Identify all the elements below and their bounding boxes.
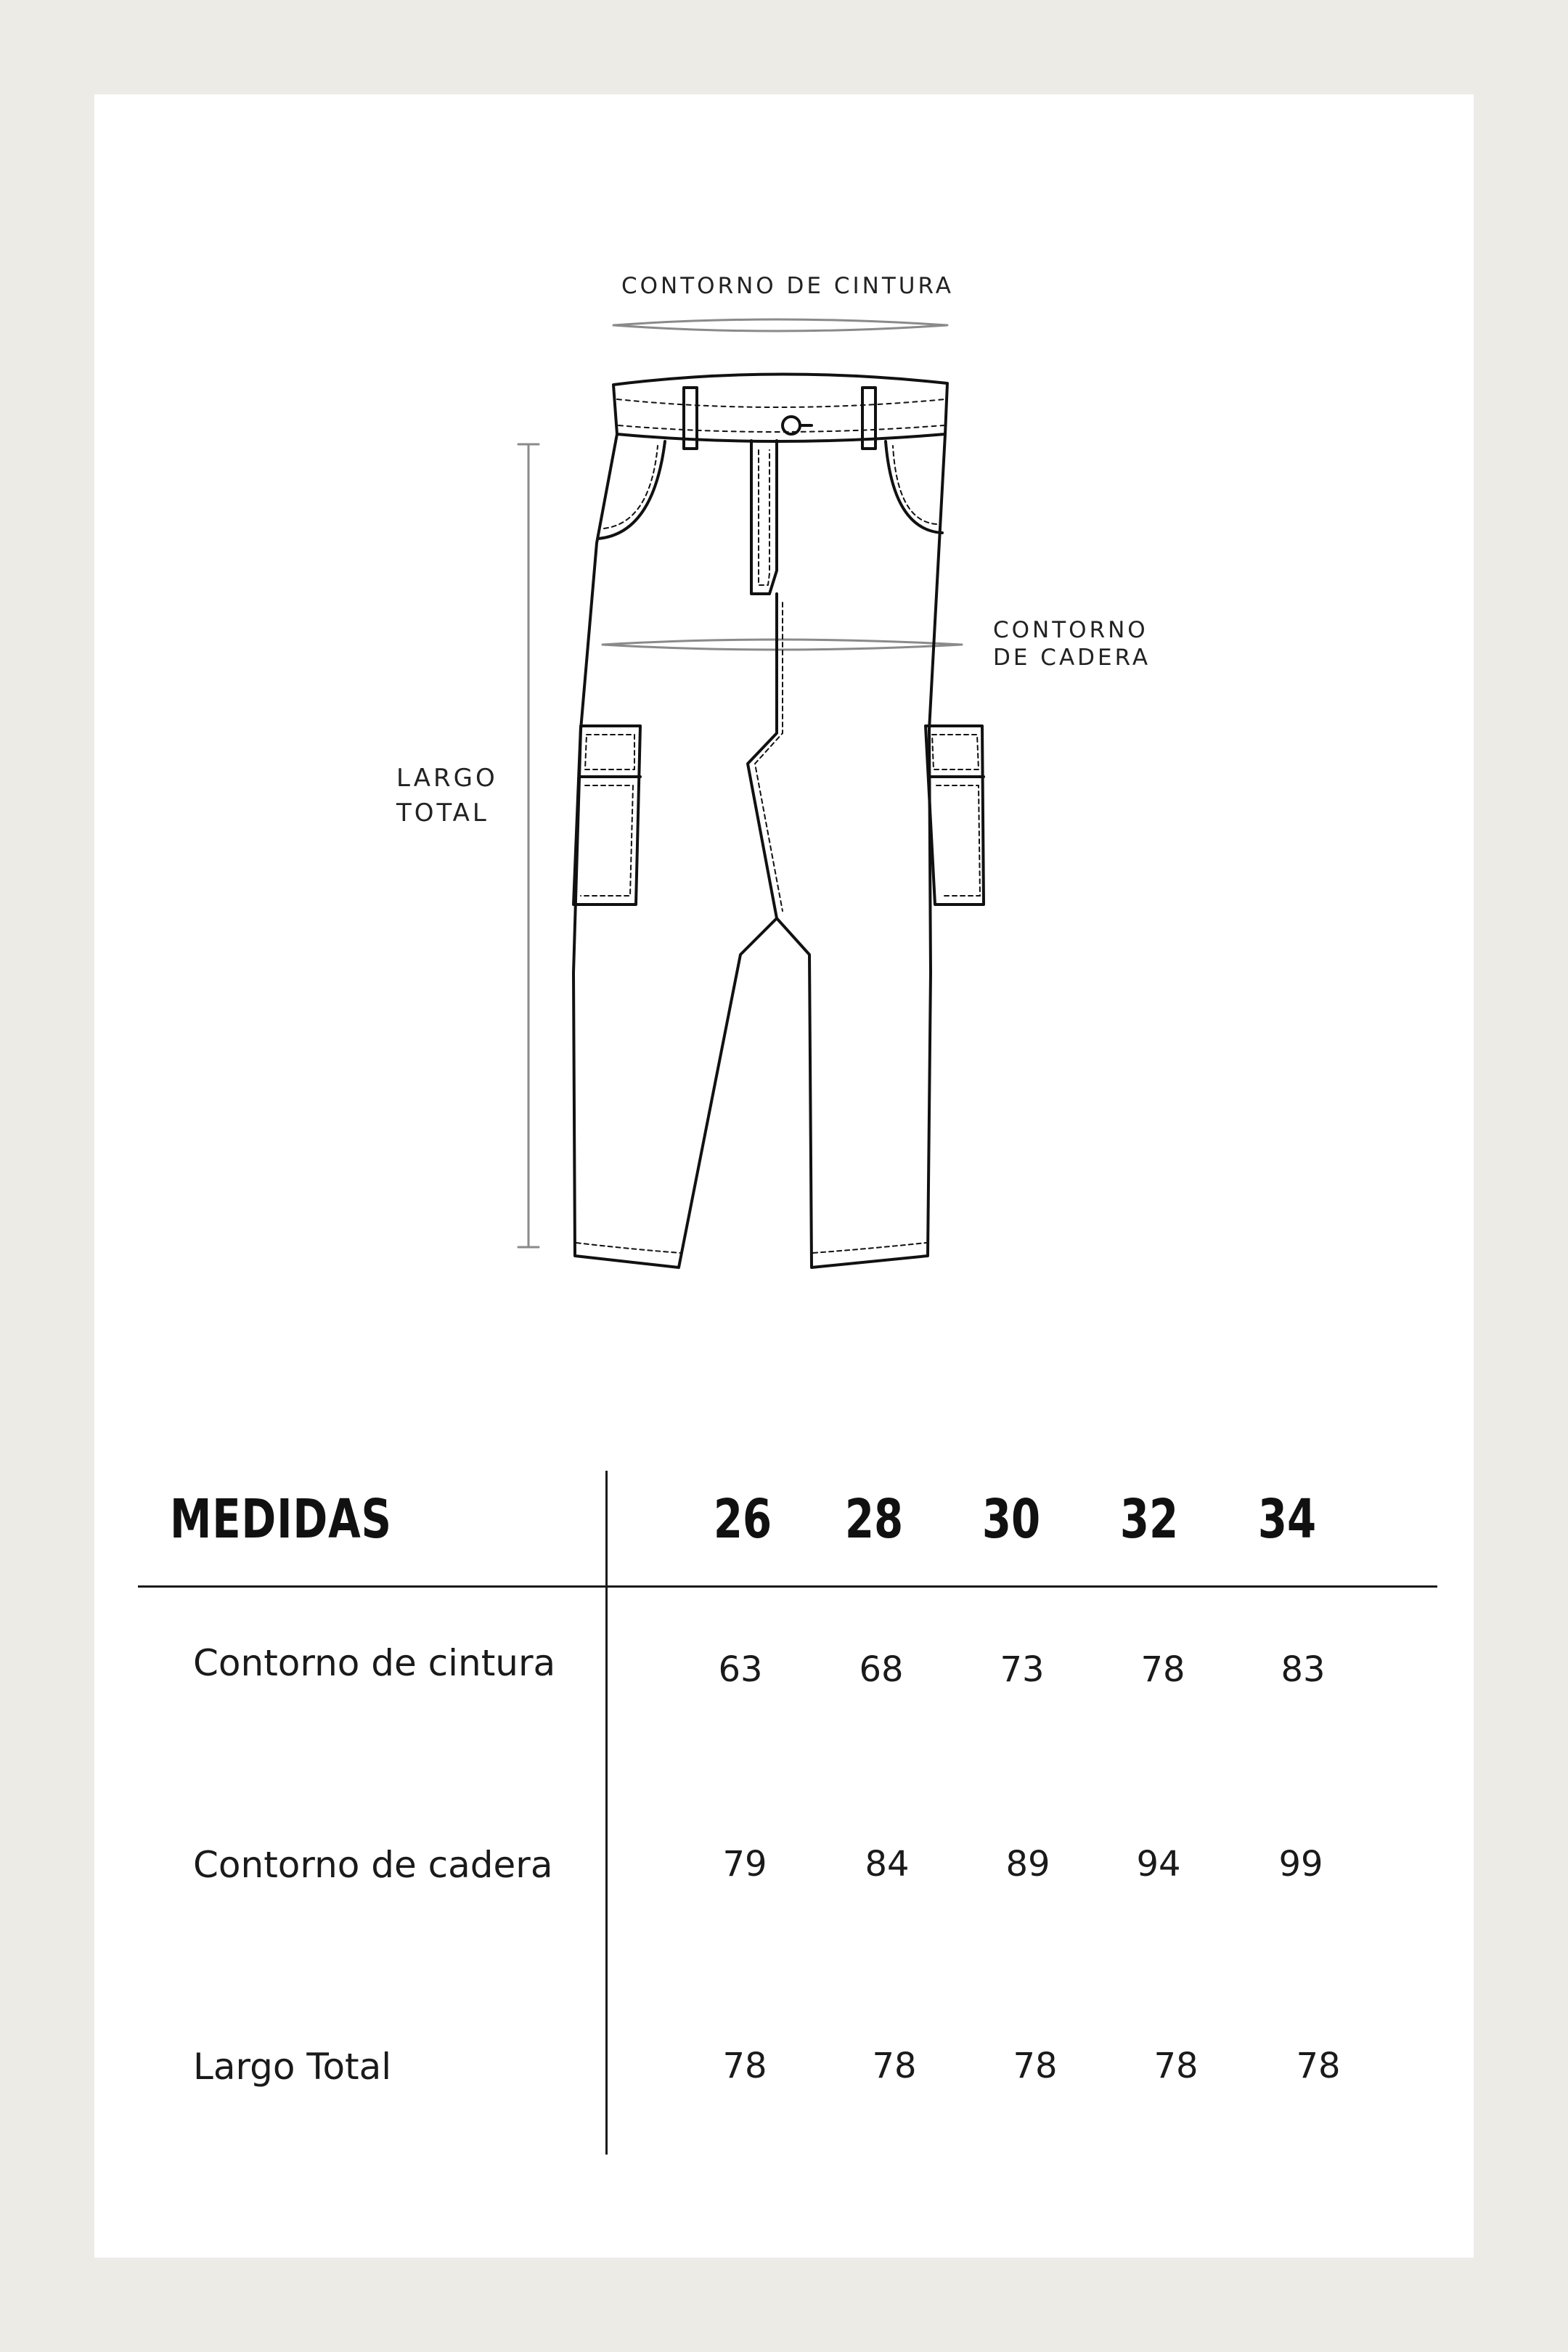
length-measure-label-line1: LARGO: [396, 764, 498, 793]
size-header-28: 28: [844, 1488, 904, 1551]
table-cell: 99: [1278, 1844, 1323, 1885]
table-header-divider: [138, 1585, 1437, 1588]
table-vertical-divider: [605, 1471, 608, 2155]
row-label-waist: Contorno de cintura: [193, 1642, 556, 1684]
table-cell: 63: [718, 1649, 763, 1690]
table-cell: 73: [1000, 1649, 1045, 1690]
table-cell: 84: [865, 1844, 910, 1885]
table-cell: 78: [1140, 1649, 1185, 1690]
table-cell: 78: [872, 2046, 917, 2086]
table-cell: 89: [1005, 1844, 1050, 1885]
size-guide-card: [94, 94, 1474, 2258]
table-title: MEDIDAS: [170, 1488, 392, 1551]
table-cell: 79: [722, 1844, 767, 1885]
row-label-length: Largo Total: [193, 2046, 392, 2088]
size-header-26: 26: [713, 1488, 772, 1551]
table-cell: 78: [1013, 2046, 1058, 2086]
table-cell: 94: [1136, 1844, 1181, 1885]
row-label-hip: Contorno de cadera: [193, 1844, 553, 1886]
waist-measure-label: CONTORNO DE CINTURA: [621, 273, 954, 299]
hip-measure-label-line1: CONTORNO: [993, 617, 1148, 643]
table-cell: 78: [722, 2046, 767, 2086]
hip-measure-label-line2: DE CADERA: [993, 645, 1151, 671]
size-header-30: 30: [981, 1488, 1041, 1551]
length-measure-label-line2: TOTAL: [396, 799, 489, 828]
table-cell: 78: [1153, 2046, 1199, 2086]
table-cell: 68: [859, 1649, 904, 1690]
size-header-34: 34: [1257, 1488, 1317, 1551]
table-cell: 83: [1281, 1649, 1326, 1690]
table-cell: 78: [1296, 2046, 1341, 2086]
size-table: [94, 94, 1474, 2258]
size-header-32: 32: [1119, 1488, 1179, 1551]
